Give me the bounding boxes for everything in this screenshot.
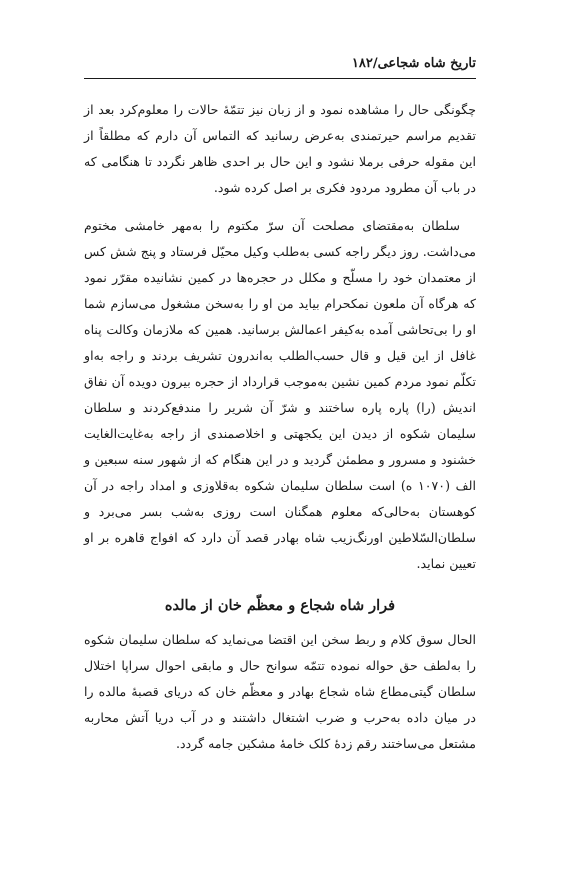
section-heading: فرار شاه شجاع و معظّم خان از مالده (164, 597, 396, 614)
section-paragraph: الحال سوق کلام و ربط سخن این اقتضا می‌نماید که سلطان سلیمان شکوه را به‌لطف حق حواله نموده تتمّه سوانح حال و مابقی احوال سراپا اختلال سلطان گیتی‌مطاع شاه شجاع بهادر و معظّم خان که دریای قصبهٔ مالده را در میان داده به‌حرب و ضرب اشتغال داشتند و در آب دریا آتش محاربه مشتعل می‌ساختند رقم زدهٔ کلک خامهٔ مشکین جامه گردد. (84, 632, 476, 751)
paragraph-1: چگونگی حال را مشاهده نمود و از زبان نیز تتمّهٔ حالات را معلوم‌کرد بعد از تقدیم مراسم حیرتمندی به‌عرض رسانید که التماس آن دارم که مطلقاً از این مقوله حرفی برملا نشود و این حال بر احدی ظاهر نگردد تا هنگامی که در باب آن مطرود مردود فکری بر اصل کرده شود. (84, 102, 476, 195)
paragraph-2: سلطان به‌مقتضای مصلحت آن سرّ مکتوم را به‌مهر خامشی مختوم می‌داشت. روز دیگر راجه کسی به‌طلب وکیل محیّل فرستاد و پنج شش کس از معتمدان خود را مسلّح و مکلل در حجره‌ها در کمین نشانیده مقرّر نمود که هرگاه آن ملعون نمکحرام بیاید من او را به‌سخن مشغول می‌سازم شما او را بی‌تحاشی آمده به‌کیفر اعمالش برسانید. همین که ملازمان وکالت پناه غافل از این قیل و قال حسب‌الطلب به‌اندرون تشریف بردند و راجه به‌او تکلّم نمود مردم کمین نشین به‌موجب قرارداد از حجره بیرون دویده آن نفاق اندیش (را) پاره پاره ساختند و شرّ آن شریر را مندفع‌کردند و سلطان سلیمان شکوه از دیدن این یکجهتی و اخلاصمندی از راجه به‌غایت‌الغایت خشنود و مسرور و مطمئن گردید و در این هنگام که از شهور سنه سبعین و الف (۱۰۷۰ ه) است سلطان سلیمان شکوه به‌قلاوزی و امداد راجه در آن کوهستان به‌حالی‌که معلوم همگنان است روزی به‌شب بسر می‌برد و سلطان‌السّلاطین اورنگ‌زیب شاه بهادر قصد آن دارد که افواج قاهره بر او تعیین نماید. (84, 218, 477, 571)
running-header: تاریخ شاه شجاعی/۱۸۲ (84, 50, 476, 79)
